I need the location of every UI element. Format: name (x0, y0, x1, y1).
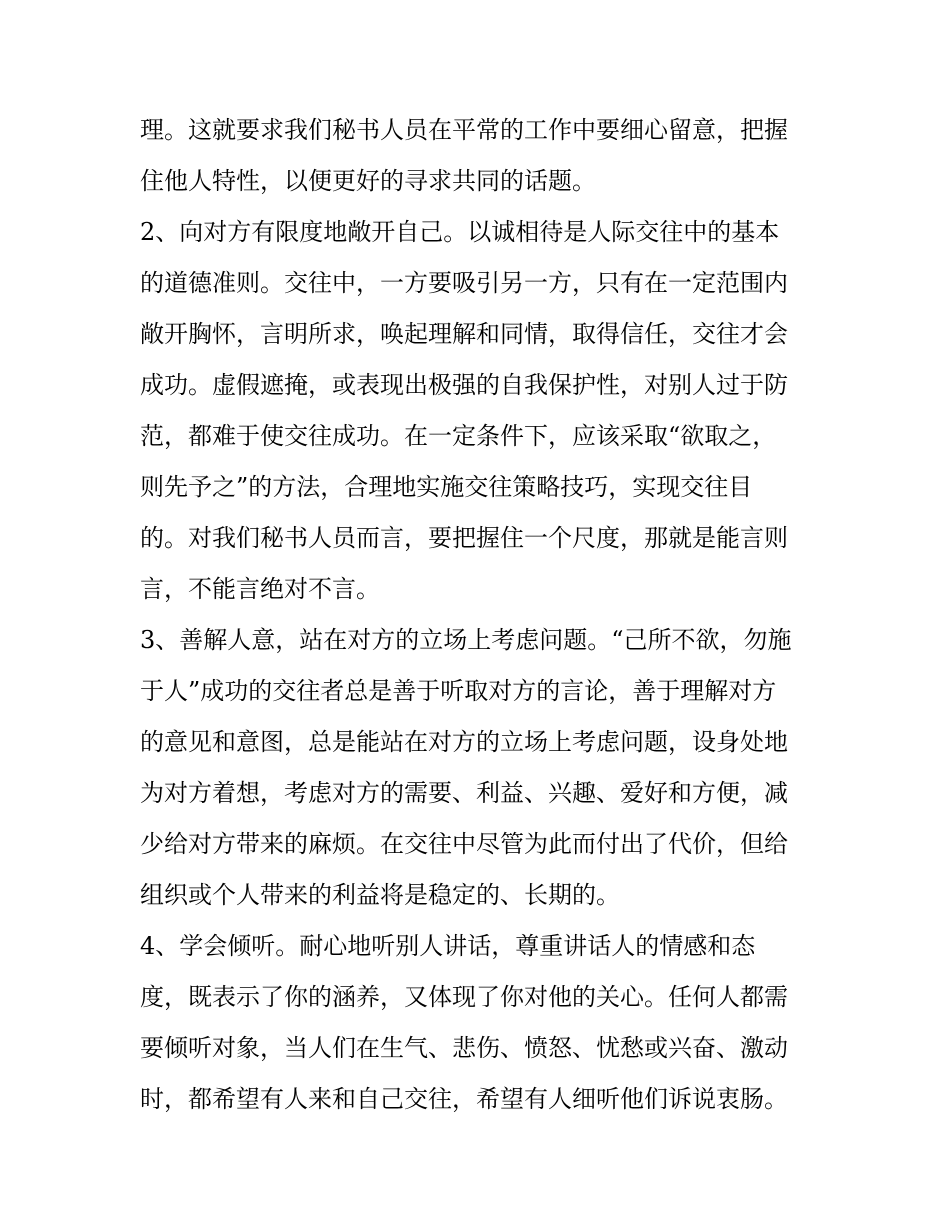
text-line: 理。这就要求我们秘书人员在平常的工作中要细心留意，把握 (140, 116, 788, 144)
text-line: 3、善解人意，站在对方的立场上考虑问题。“己所不欲，勿施 (140, 626, 792, 654)
text-line: 时，都希望有人来和自己交往，希望有人细听他们诉说衷肠。 (140, 1085, 788, 1113)
text-line: 为对方着想，考虑对方的需要、利益、兴趣、爱好和方便，减 (140, 779, 788, 807)
text-line: 要倾听对象，当人们在生气、悲伤、愤怒、忧愁或兴奋、激动 (140, 1034, 788, 1062)
text-line: 言，不能言绝对不言。 (140, 575, 380, 603)
text-line: 度，既表示了你的涵养，又体现了你对他的关心。任何人都需 (140, 983, 788, 1011)
text-line: 于人”成功的交往者总是善于听取对方的言论，善于理解对方 (140, 677, 777, 705)
text-line: 组织或个人带来的利益将是稳定的、长期的。 (140, 881, 620, 909)
text-line: 成功。虚假遮掩，或表现出极强的自我保护性，对别人过于防 (140, 371, 788, 399)
text-line: 范，都难于使交往成功。在一定条件下，应该采取“欲取之， (140, 422, 777, 450)
text-line: 4、学会倾听。耐心地听别人讲话，尊重讲话人的情感和态 (140, 932, 756, 960)
document-body (140, 105, 840, 1125)
text-line: 的道德准则。交往中，一方要吸引另一方，只有在一定范围内 (140, 269, 788, 297)
text-line: 住他人特性，以便更好的寻求共同的话题。 (140, 167, 596, 195)
text-line: 的。对我们秘书人员而言，要把握住一个尺度，那就是能言则 (140, 524, 788, 552)
text-line: 敞开胸怀，言明所求，唤起理解和同情，取得信任，交往才会 (140, 320, 788, 348)
text-line: 2、向对方有限度地敞开自己。以诚相待是人际交往中的基本 (140, 218, 780, 246)
text-line: 少给对方带来的麻烦。在交往中尽管为此而付出了代价，但给 (140, 830, 788, 858)
text-line: 的意见和意图，总是能站在对方的立场上考虑问题，设身处地 (140, 728, 788, 756)
text-line: 则先予之”的方法，合理地实施交往策略技巧，实现交往目 (140, 473, 753, 501)
